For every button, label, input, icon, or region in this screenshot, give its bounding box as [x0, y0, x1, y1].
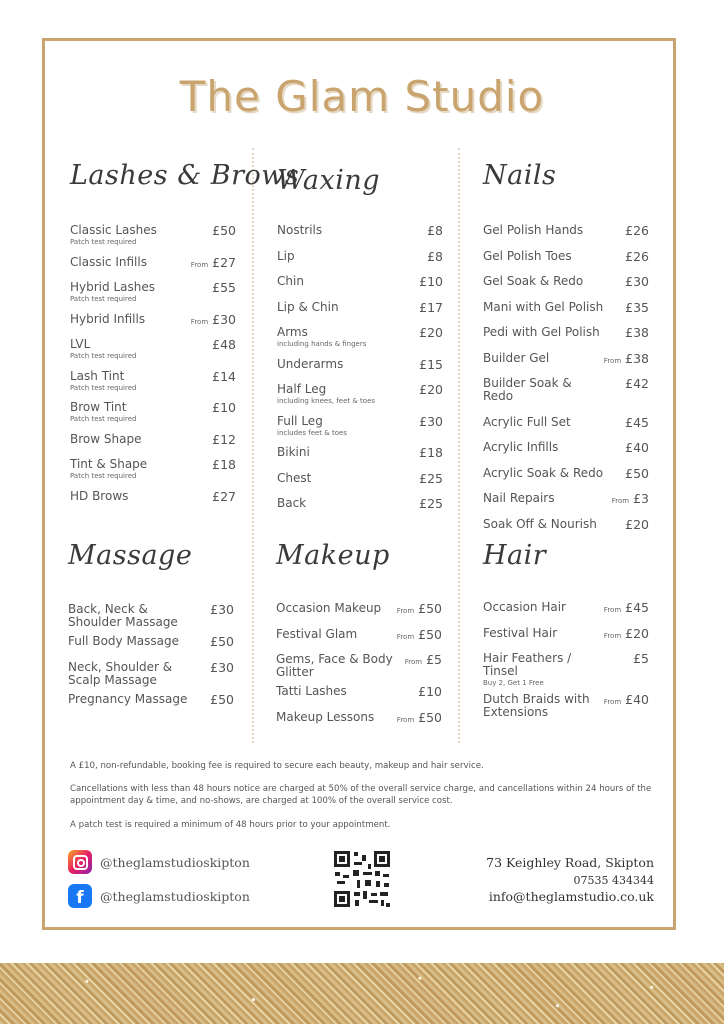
service-name: Underarms [277, 356, 344, 371]
service-price-group [419, 358, 443, 371]
service-item [277, 326, 447, 352]
service-note: Patch test required [70, 383, 137, 392]
service-price-group [397, 602, 442, 618]
service-item [277, 224, 447, 237]
booking-fee-note: A £10, non-refundable, booking fee is required to secure each beauty, makeup and hair service. [70, 761, 484, 771]
service-item [483, 416, 653, 429]
service-price: £27 [212, 488, 236, 504]
service-price: £15 [419, 356, 443, 372]
from-label: From [603, 356, 622, 365]
service-price: £18 [212, 457, 236, 472]
service-note: Patch test required [70, 238, 137, 246]
service-name: Tint & Shape [70, 457, 148, 471]
service-item [277, 250, 447, 263]
service-price: £45 [625, 414, 649, 430]
from-label: From [603, 631, 622, 640]
service-price: £17 [419, 299, 443, 315]
section-heading-makeup: Makeup [276, 540, 390, 571]
service-price: £38 [625, 350, 649, 366]
service-name: Mani with Gel Polish [483, 299, 604, 314]
service-price: £40 [625, 440, 649, 455]
service-item [70, 256, 240, 269]
instagram-link[interactable] [68, 850, 250, 874]
service-note: Patch test required [70, 472, 137, 480]
service-item [483, 224, 653, 237]
service-name: Lip & Chin [277, 299, 339, 314]
service-item [483, 352, 653, 365]
service-item [483, 627, 653, 640]
service-item [483, 275, 653, 288]
address: 73 Keighley Road, Skipton [486, 855, 654, 870]
service-price: £48 [212, 337, 236, 352]
instagram-handle: @theglamstudioskipton [100, 854, 250, 870]
service-name: Dutch Braids with Extensions [483, 692, 590, 719]
service-price-group [191, 256, 236, 272]
service-price: £30 [210, 602, 234, 617]
service-price: £3 [633, 491, 649, 506]
service-price-group [419, 446, 443, 459]
service-item [483, 250, 653, 263]
service-name: Builder Soak & Redo [483, 376, 572, 403]
cancellation-note: Cancellations with less than 48 hours notice are charged at 50% of the overall service charge, and cancellations within 24 hours of the appointment day & time, and no-shows, are charged at 100% of the overall service cost. [70, 784, 652, 806]
service-item [483, 693, 653, 719]
service-price: £14 [212, 368, 236, 384]
service-price-group [397, 711, 442, 727]
service-item [276, 653, 446, 679]
email-address[interactable]: info@theglamstudio.co.uk [488, 889, 654, 904]
service-price-group [625, 377, 649, 390]
service-name: Full Leg [277, 413, 323, 428]
service-price-group [604, 627, 649, 643]
from-label: From [603, 698, 622, 706]
service-price-group [604, 352, 649, 368]
service-price: £20 [419, 325, 443, 340]
service-price: £50 [625, 465, 649, 481]
from-label: From [190, 260, 209, 269]
service-name: Bikini [277, 445, 310, 459]
service-name: Lash Tint [70, 368, 125, 383]
service-note: Patch test required [70, 415, 137, 423]
service-price: £38 [625, 325, 649, 340]
from-label: From [611, 497, 630, 505]
service-price: £10 [419, 274, 443, 289]
service-note: including hands & fingers [277, 340, 367, 348]
service-price: £50 [212, 223, 236, 238]
service-price-group [625, 416, 649, 429]
service-price-group [397, 628, 442, 644]
service-item [70, 433, 240, 446]
service-price: £5 [426, 652, 442, 667]
service-name: Pedi with Gel Polish [483, 325, 600, 339]
service-item [276, 602, 446, 615]
service-name: Classic Lashes [70, 223, 157, 237]
service-list-hair [483, 601, 653, 725]
service-name: Festival Hair [483, 625, 558, 640]
service-price: £12 [212, 431, 236, 447]
service-item [483, 601, 653, 614]
service-price: £8 [427, 248, 443, 264]
service-item [277, 497, 447, 510]
service-price-group [419, 497, 443, 510]
service-item [70, 401, 240, 427]
service-price-group [405, 653, 442, 669]
service-note: includes feet & toes [277, 428, 347, 437]
service-price: £30 [625, 274, 649, 289]
service-price-group [210, 635, 234, 648]
service-item [68, 603, 238, 629]
service-price-group [210, 661, 234, 674]
service-name: Tatti Lashes [276, 684, 347, 698]
service-list-nails [483, 224, 653, 543]
service-item [483, 326, 653, 339]
service-name: LVL [70, 337, 91, 351]
service-price-group [212, 370, 236, 383]
service-price-group [210, 603, 234, 616]
service-name: Neck, Shoulder & Scalp Massage [68, 659, 173, 687]
from-label: From [603, 606, 622, 614]
from-label: From [396, 632, 415, 641]
service-price-group [419, 383, 443, 396]
service-price: £8 [427, 223, 443, 238]
phone-number[interactable]: 07535 434344 [573, 874, 654, 887]
column-divider [252, 148, 254, 743]
service-price-group [625, 441, 649, 454]
service-note: Patch test required [70, 295, 137, 303]
service-name: HD Brows [70, 488, 129, 503]
service-price: £30 [419, 413, 443, 429]
service-price-group [625, 467, 649, 480]
service-price: £25 [419, 470, 443, 486]
service-price-group [604, 693, 649, 709]
service-name: Back, Neck & Shoulder Massage [68, 602, 178, 629]
section-heading-nails: Nails [483, 160, 557, 191]
service-name: Occasion Hair [483, 600, 566, 614]
service-price-group [210, 693, 234, 706]
service-note: Patch test required [70, 352, 137, 360]
service-price: £20 [625, 516, 649, 532]
service-note: including knees, feet & toes [277, 397, 376, 405]
service-name: Arms [277, 325, 308, 339]
service-name: Chest [277, 470, 312, 485]
service-price: £35 [625, 299, 649, 315]
service-price: £27 [212, 254, 236, 270]
service-item [277, 275, 447, 288]
service-price: £50 [210, 691, 234, 707]
service-item [277, 301, 447, 314]
service-name: Classic Infills [70, 254, 147, 269]
service-price-group [212, 490, 236, 503]
service-item [483, 467, 653, 480]
column-divider [458, 148, 460, 743]
from-label: From [404, 658, 423, 666]
service-item [483, 652, 653, 687]
service-price: £30 [212, 311, 236, 327]
service-name: Builder Gel [483, 350, 550, 365]
service-price-group [419, 415, 443, 428]
page-title: The Glam Studio [179, 72, 545, 121]
service-price: £40 [625, 692, 649, 707]
service-item [483, 377, 653, 403]
from-label: From [396, 607, 415, 615]
service-name: Gel Polish Hands [483, 223, 584, 237]
service-name: Acrylic Full Set [483, 414, 571, 429]
service-price: £20 [625, 625, 649, 641]
service-name: Makeup Lessons [276, 709, 375, 724]
service-list-lashes [70, 224, 240, 515]
service-name: Hybrid Lashes [70, 280, 155, 294]
service-price: £10 [212, 400, 236, 415]
service-item [70, 338, 240, 364]
service-price-group [212, 401, 236, 414]
service-name: Acrylic Infills [483, 440, 559, 454]
service-item [276, 685, 446, 698]
service-price-group [419, 472, 443, 485]
service-price-group [625, 518, 649, 531]
service-name: Back [277, 496, 307, 510]
service-item [68, 693, 238, 706]
service-price-group [419, 326, 443, 339]
patch-test-note: A patch test is required a minimum of 48 hours prior to your appointment. [70, 820, 391, 830]
service-price-group [212, 458, 236, 471]
service-item [70, 370, 240, 396]
service-name: Half Leg [277, 382, 327, 396]
from-label: From [190, 317, 209, 326]
service-name: Nostrils [277, 223, 323, 237]
service-price-group [633, 652, 649, 665]
service-price: £50 [418, 601, 442, 616]
from-label: From [396, 715, 415, 724]
service-list-massage [68, 603, 238, 718]
service-price-group [625, 250, 649, 263]
service-list-waxing [277, 224, 447, 523]
service-item [483, 492, 653, 505]
facebook-handle: @theglamstudioskipton [100, 888, 250, 904]
service-price: £50 [210, 634, 234, 649]
service-price-group [212, 433, 236, 446]
section-heading-lashes: Lashes & Brows [70, 160, 300, 191]
service-name: Lip [277, 248, 295, 263]
instagram-icon [68, 850, 92, 874]
service-price: £26 [625, 248, 649, 264]
service-name: Gems, Face & Body Glitter [276, 652, 393, 679]
service-price-group [625, 275, 649, 288]
section-heading-waxing: Waxing [277, 165, 381, 196]
service-item [277, 358, 447, 371]
service-price-group [427, 250, 443, 263]
service-item [70, 224, 240, 250]
service-item [483, 518, 653, 531]
service-item [70, 313, 240, 326]
service-item [277, 472, 447, 485]
service-item [483, 441, 653, 454]
service-item [276, 628, 446, 641]
service-price: £10 [418, 684, 442, 699]
service-item [277, 383, 447, 409]
service-price-group [212, 338, 236, 351]
service-item [277, 415, 447, 441]
service-price-group [419, 275, 443, 288]
service-item [68, 635, 238, 648]
service-name: Hair Feathers / Tinsel [483, 651, 572, 678]
service-name: Hybrid Infills [70, 311, 146, 326]
section-heading-massage: Massage [68, 540, 193, 571]
service-name: Gel Polish Toes [483, 248, 572, 263]
facebook-icon: f [68, 884, 92, 908]
service-price: £20 [419, 382, 443, 397]
service-price: £50 [418, 709, 442, 725]
service-item [70, 281, 240, 307]
service-price-group [625, 224, 649, 237]
service-price: £55 [212, 280, 236, 295]
service-price: £45 [625, 600, 649, 615]
service-price: £26 [625, 223, 649, 238]
service-price-group [212, 281, 236, 294]
service-price-group [625, 301, 649, 314]
service-price-group [191, 313, 236, 329]
gold-glitter-banner [0, 963, 724, 1024]
service-name: Full Body Massage [68, 634, 180, 648]
service-price-group [625, 326, 649, 339]
service-price: £50 [418, 626, 442, 642]
service-item [70, 490, 240, 503]
service-name: Gel Soak & Redo [483, 274, 584, 288]
service-name: Occasion Makeup [276, 601, 382, 615]
service-item [483, 301, 653, 314]
service-price: £18 [419, 445, 443, 460]
service-price-group [418, 685, 442, 698]
qr-code[interactable] [333, 850, 391, 908]
service-name: Soak Off & Nourish [483, 516, 597, 531]
service-name: Festival Glam [276, 626, 358, 641]
facebook-link[interactable] [68, 884, 250, 908]
service-item [70, 458, 240, 484]
service-name: Acrylic Soak & Redo [483, 465, 604, 480]
service-name: Brow Shape [70, 431, 142, 446]
service-list-makeup [276, 602, 446, 736]
service-note: Buy 2, Get 1 Free [483, 679, 544, 687]
service-price-group [419, 301, 443, 314]
service-item [68, 661, 238, 687]
service-price: £42 [625, 376, 649, 391]
service-name: Nail Repairs [483, 491, 555, 505]
service-price-group [427, 224, 443, 237]
service-price-group [604, 601, 649, 617]
service-price-group [612, 492, 649, 508]
service-price: £5 [633, 651, 649, 666]
service-item [277, 446, 447, 459]
service-name: Pregnancy Massage [68, 691, 188, 706]
service-name: Chin [277, 274, 304, 288]
service-price-group [212, 224, 236, 237]
section-heading-hair: Hair [483, 540, 547, 571]
service-item [276, 711, 446, 724]
service-name: Brow Tint [70, 400, 127, 414]
service-price: £30 [210, 659, 234, 675]
service-price: £25 [419, 496, 443, 511]
